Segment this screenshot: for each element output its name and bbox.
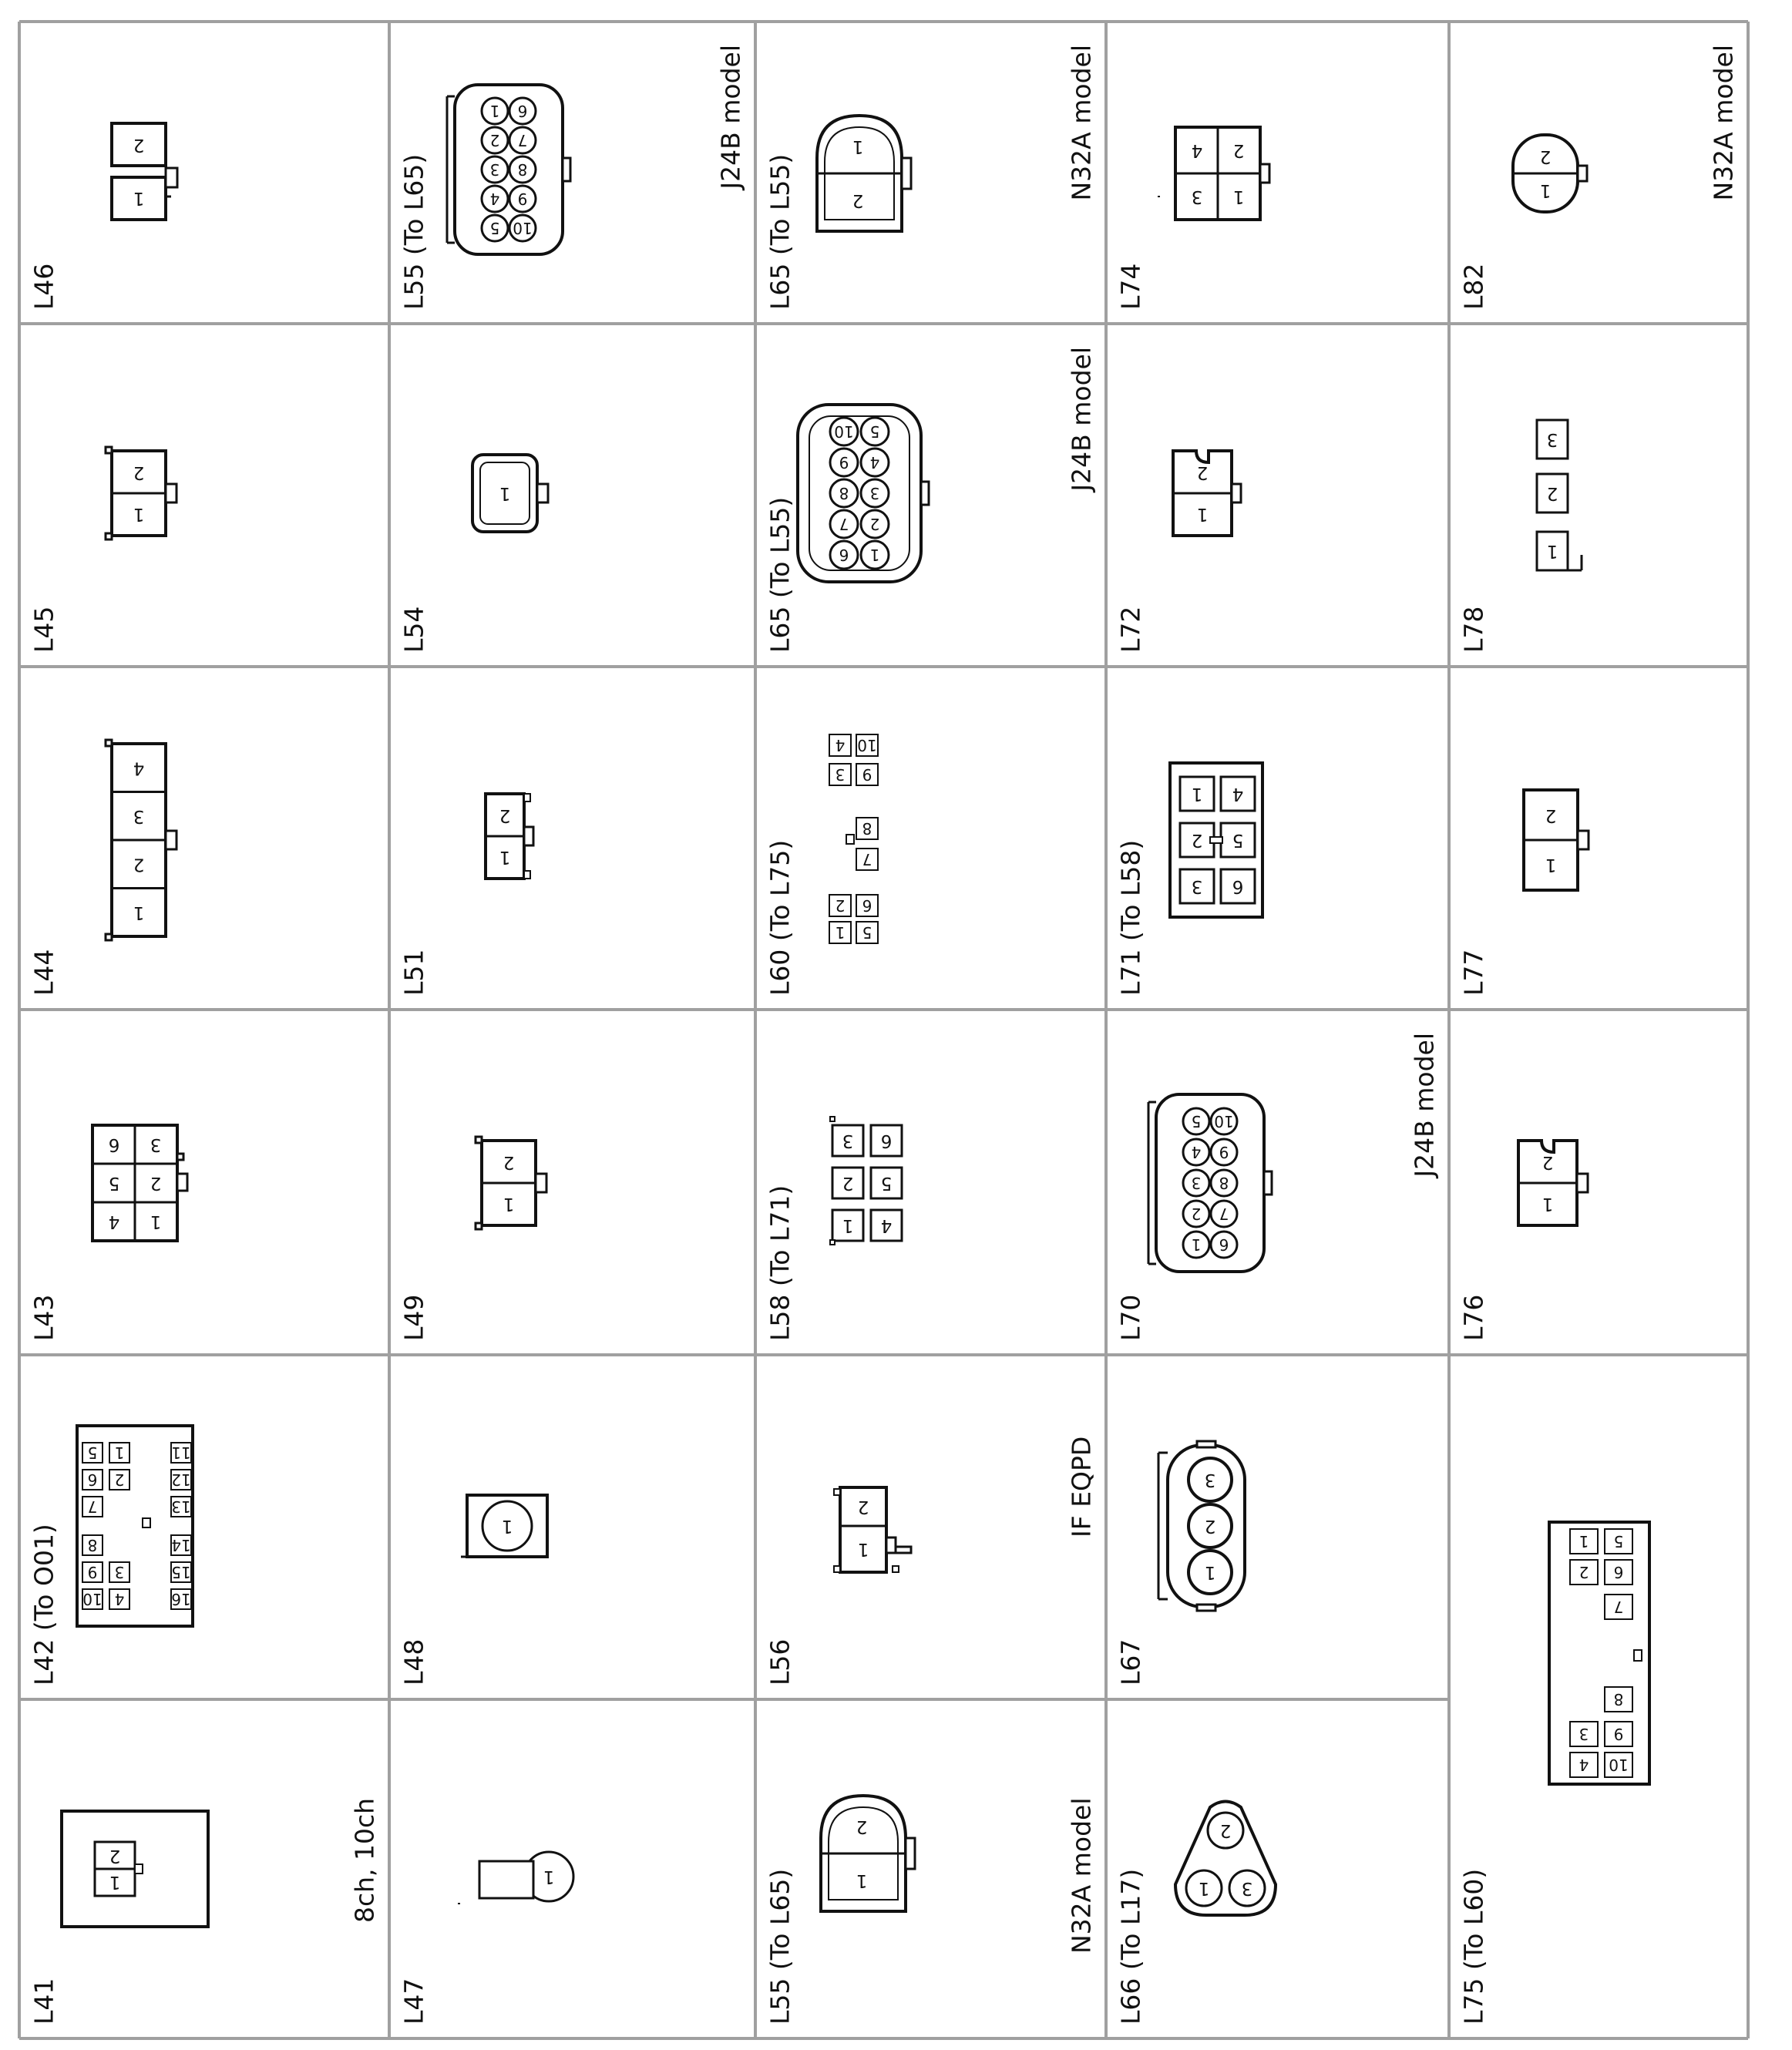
pin-number: 15: [171, 1563, 191, 1581]
cell-label: L74: [1115, 263, 1146, 310]
pin-number: 3: [1191, 187, 1203, 207]
cell-label: L70: [1115, 1294, 1146, 1341]
pin-number: 2: [857, 1497, 869, 1517]
pin-number: 5: [1232, 830, 1244, 850]
pin-number: 10: [82, 1590, 103, 1608]
pin-number: 4: [880, 1215, 893, 1235]
pin-number: 10: [513, 219, 533, 237]
pin-number: 6: [108, 1134, 120, 1154]
connector-l41-symbol: [62, 1811, 208, 1927]
cell-label: L77: [1458, 949, 1489, 996]
pin-number: 14: [171, 1536, 191, 1554]
cell-label: L72: [1115, 606, 1146, 653]
pin-number: 1: [133, 902, 145, 922]
connector-l43-symbol: [92, 1125, 187, 1241]
pin-number: 1: [499, 847, 511, 867]
pin-number: 6: [1232, 876, 1244, 896]
pin-number: 3: [835, 765, 846, 784]
cell-note: J24B model: [715, 45, 746, 190]
connector-l67-symbol: [1158, 1441, 1245, 1611]
cell-note: N32A model: [1708, 45, 1739, 201]
cell-label: L47: [398, 1978, 429, 2025]
pin-number: 2: [1204, 1516, 1216, 1536]
pin-number: 9: [1219, 1143, 1229, 1161]
pin-number: 2: [489, 131, 500, 150]
pin-number: 4: [869, 453, 880, 472]
pin-number: 5: [880, 1173, 893, 1193]
pin-number: 10: [857, 736, 877, 754]
pin-number: 3: [114, 1563, 125, 1581]
pin-number: 8: [517, 160, 528, 179]
pin-number: 3: [842, 1131, 854, 1151]
cell-label: L56: [765, 1638, 795, 1685]
pin-number: 2: [856, 1816, 868, 1837]
pin-number: 1: [852, 136, 864, 156]
pin-number: 8: [87, 1536, 98, 1554]
pin-number: 1: [1546, 541, 1558, 561]
pin-number: 1: [499, 483, 511, 503]
pin-number: 1: [1545, 855, 1557, 875]
cell-label: L58 (To L71): [765, 1185, 795, 1341]
cell-note: J24B model: [1409, 1033, 1440, 1178]
pin-number: 4: [114, 1590, 125, 1608]
cell-label: L55 (To L65): [765, 1868, 795, 2025]
pin-number: 6: [87, 1470, 98, 1489]
pin-number: 11: [171, 1443, 191, 1462]
cell-label: L66 (To L17): [1115, 1868, 1146, 2025]
pin-number: 2: [1545, 805, 1557, 825]
connector-l49-symbol: [476, 1137, 546, 1229]
pin-number: 1: [133, 504, 145, 524]
pin-number: 2: [1232, 140, 1245, 160]
cell-label: L82: [1458, 263, 1489, 310]
cell-label: L49: [398, 1294, 429, 1341]
pin-number: 8: [1219, 1174, 1229, 1192]
pin-number: 1: [857, 1539, 869, 1559]
pin-number: 2: [114, 1470, 125, 1489]
connector-l65b-symbol: [798, 405, 929, 582]
cell-note: J24B model: [1066, 347, 1097, 492]
cell-label: L65 (To L55): [765, 496, 795, 653]
pin-number: 4: [1232, 784, 1244, 804]
pin-number: 2: [1539, 146, 1552, 166]
pin-number: 1: [501, 1516, 513, 1536]
connector-l42-symbol: [77, 1426, 193, 1626]
pin-number: 2: [1191, 830, 1203, 850]
pin-number: 6: [1219, 1235, 1229, 1254]
cell-label: L46: [29, 263, 59, 310]
cell-note: IF EQPD: [1066, 1436, 1097, 1538]
pin-number: 8: [1613, 1690, 1624, 1709]
pin-number: 4: [835, 736, 846, 754]
cell-label: L78: [1458, 606, 1489, 653]
pin-number: 9: [1613, 1725, 1624, 1743]
pin-number: 5: [862, 923, 872, 942]
pin-number: 5: [1191, 1112, 1202, 1131]
pin-number: 1: [109, 1872, 121, 1892]
pin-number: 2: [1191, 1205, 1202, 1223]
pin-number: 7: [862, 850, 872, 869]
pin-number: 5: [489, 219, 500, 237]
pin-number: 5: [869, 422, 880, 441]
pin-number: 4: [489, 190, 500, 208]
pin-number: 7: [87, 1497, 98, 1516]
pin-number: 3: [1191, 1174, 1202, 1192]
pin-number: 8: [839, 484, 849, 502]
pin-number: 1: [1539, 180, 1552, 200]
pin-number: 3: [133, 806, 145, 826]
pin-number: 1: [1198, 1878, 1210, 1898]
cell-label: L55 (To L65): [398, 153, 429, 310]
pin-number: 3: [489, 160, 500, 179]
cell-label: L67: [1115, 1638, 1146, 1685]
pin-number: 2: [1542, 1152, 1554, 1172]
pin-number: 5: [1613, 1532, 1624, 1551]
pin-number: 1: [1204, 1562, 1216, 1582]
pin-number: 10: [1609, 1756, 1629, 1774]
cell-label: L75 (To L60): [1458, 1868, 1489, 2025]
pin-number: 2: [1219, 1820, 1232, 1840]
pin-number: 1: [1191, 1235, 1202, 1254]
pin-number: 4: [1191, 140, 1203, 160]
pin-number: 2: [133, 135, 145, 155]
connector-l48-symbol: [461, 1495, 547, 1557]
cell-note: N32A model: [1066, 1797, 1097, 1954]
cell-label: L65 (To L55): [765, 153, 795, 310]
pin-number: 5: [87, 1443, 98, 1462]
pin-number: 1: [133, 188, 145, 208]
pin-number: 1: [856, 1870, 868, 1890]
pin-number: 1: [150, 1212, 162, 1232]
connector-l77-symbol: [1524, 790, 1589, 890]
pin-number: 1: [114, 1443, 125, 1462]
pin-number: 2: [499, 805, 511, 825]
connector-l71-symbol: [1170, 763, 1262, 917]
pin-number: 1: [503, 1194, 515, 1214]
pin-number: 16: [171, 1590, 191, 1608]
connector-l55a-symbol: [447, 85, 570, 254]
pin-number: 6: [517, 102, 528, 120]
cell-label: L43: [29, 1294, 59, 1341]
pin-number: 1: [1542, 1194, 1554, 1214]
cell-label: L42 (To O01): [29, 1524, 59, 1685]
pin-number: 10: [1214, 1112, 1234, 1131]
pin-number: 3: [1191, 876, 1203, 896]
pin-number: 12: [171, 1470, 191, 1489]
cell-label: L54: [398, 606, 429, 653]
pin-number: 7: [1613, 1598, 1624, 1616]
pin-number: 3: [1241, 1878, 1253, 1898]
cell-label: L76: [1458, 1294, 1489, 1341]
connector-l70-symbol: [1148, 1094, 1272, 1272]
pin-number: 1: [1196, 504, 1209, 524]
pin-number: 9: [862, 765, 872, 784]
pin-number: 2: [503, 1152, 515, 1172]
cell-label: L41: [29, 1978, 59, 2025]
pin-number: 5: [108, 1173, 120, 1193]
pin-number: 3: [1204, 1470, 1216, 1490]
connector-l54-symbol: [472, 455, 548, 532]
pin-number: 2: [150, 1173, 162, 1193]
pin-number: 1: [842, 1215, 854, 1235]
pin-number: 1: [489, 102, 500, 120]
cell-note: 8ch, 10ch: [349, 1797, 380, 1923]
pin-number: 1: [1232, 187, 1245, 207]
pin-number: 4: [1191, 1143, 1202, 1161]
connector-l55b-symbol: [821, 1796, 915, 1911]
pin-number: 3: [1579, 1725, 1589, 1743]
pin-number: 2: [109, 1846, 121, 1866]
pin-number: 6: [880, 1131, 893, 1151]
pin-number: 2: [869, 515, 880, 533]
connector-l44-symbol: [106, 740, 177, 940]
pin-number: 9: [839, 453, 849, 472]
cell-label: L60 (To L75): [765, 839, 795, 996]
connector-l65a-symbol: [817, 116, 911, 231]
pin-number: 7: [1219, 1205, 1229, 1223]
pin-number: 2: [842, 1173, 854, 1193]
pin-number: 1: [1579, 1532, 1589, 1551]
pin-number: 4: [1579, 1756, 1589, 1774]
pin-number: 3: [1546, 429, 1558, 449]
pin-number: 2: [1196, 462, 1209, 482]
cell-label: L45: [29, 606, 59, 653]
cell-label: L48: [398, 1638, 429, 1685]
cell-label: L44: [29, 949, 59, 996]
pin-number: 6: [1613, 1563, 1624, 1581]
pin-number: 2: [133, 462, 145, 482]
pin-number: 10: [834, 422, 854, 441]
connector-l76-symbol: [1518, 1141, 1588, 1225]
pin-number: 7: [517, 131, 528, 150]
pin-number: 1: [835, 923, 846, 942]
pin-number: 13: [171, 1497, 191, 1516]
pin-number: 2: [1546, 483, 1558, 503]
connector-l74-symbol: [1158, 127, 1269, 220]
pin-number: 2: [133, 854, 145, 875]
pin-number: 1: [1191, 784, 1203, 804]
pin-number: 9: [517, 190, 528, 208]
pin-number: 2: [1579, 1563, 1589, 1581]
pin-number: 6: [862, 896, 872, 915]
pin-number: 6: [839, 546, 849, 564]
connector-l75-symbol: [1549, 1522, 1649, 1784]
pin-number: 3: [150, 1134, 162, 1154]
pin-number: 7: [839, 515, 849, 533]
pin-number: 2: [852, 190, 864, 210]
pin-number: 1: [869, 546, 880, 564]
connector-l45-symbol: [106, 447, 177, 539]
cell-label: L51: [398, 949, 429, 996]
cell-note: N32A model: [1066, 45, 1097, 201]
cell-label: L71 (To L58): [1115, 839, 1146, 996]
connector-l72-symbol: [1173, 451, 1241, 536]
pin-number: 1: [543, 1867, 555, 1887]
pin-number: 3: [869, 484, 880, 502]
pin-number: 2: [835, 896, 846, 915]
pin-number: 8: [862, 819, 872, 838]
pin-number: 9: [87, 1563, 98, 1581]
pin-number: 4: [133, 758, 145, 778]
pin-number: 4: [108, 1212, 120, 1232]
